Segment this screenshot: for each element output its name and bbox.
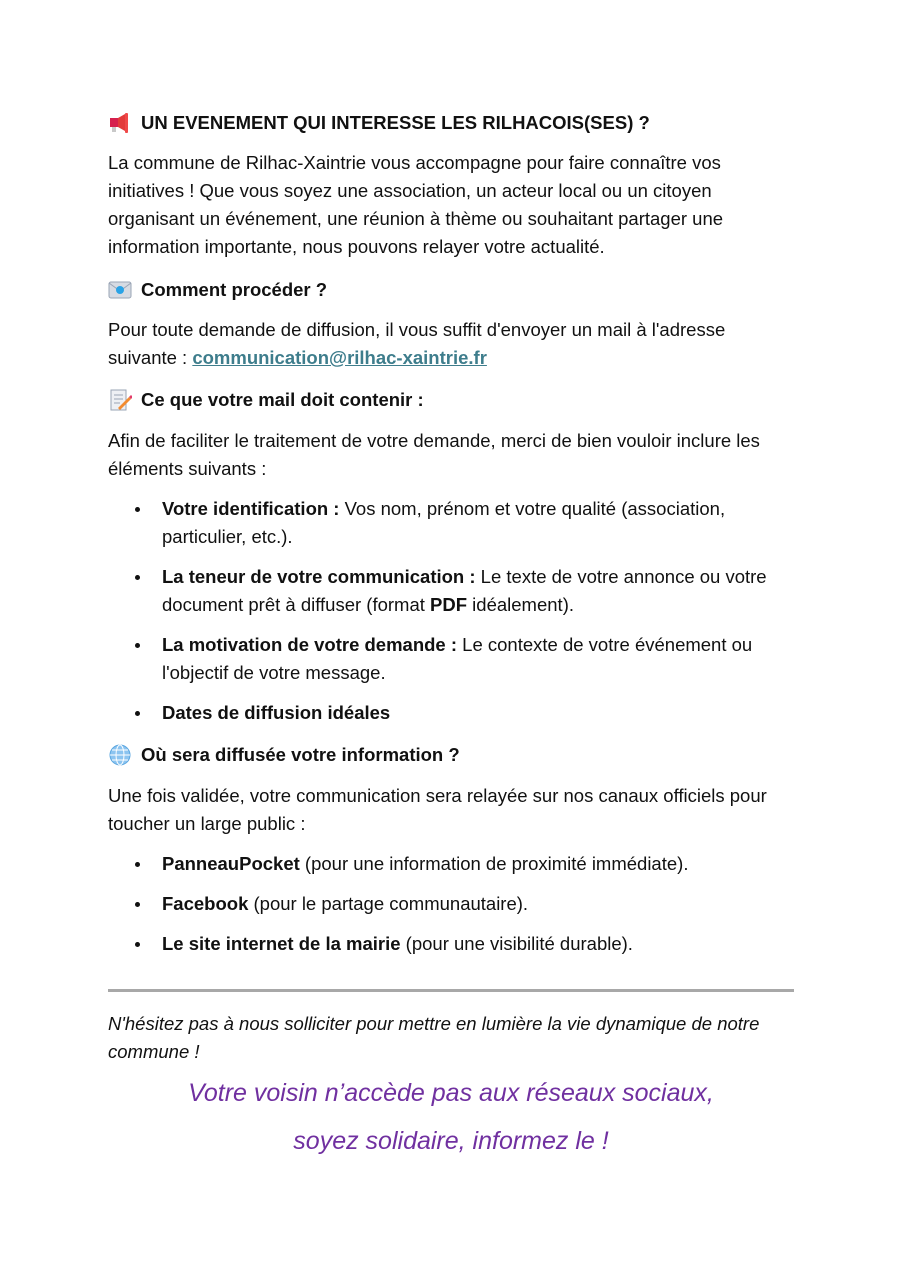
megaphone-icon [108, 112, 132, 134]
item-label: Votre identification : [162, 498, 345, 519]
list-item [108, 930, 798, 958]
channel-text: (pour une information de proximité immédiate). [299, 853, 689, 874]
channel-name: Facebook [162, 893, 249, 914]
list-item [108, 850, 798, 878]
bullet [135, 902, 140, 907]
bullet [135, 507, 140, 512]
item-label: Dates de diffusion idéales [162, 702, 391, 723]
email-link[interactable]: communication@rilhac-xaintrie.fr [192, 347, 487, 368]
how-text: Pour toute demande de diffusion, il vous suffit d'envoyer un mail à l'adresse suivante : [108, 319, 726, 368]
intro-paragraph: La commune de Rilhac-Xaintrie vous accompagne pour faire connaître vos initiatives ! Que vous soyez une association, un acteur local ou un citoyen organisant un événement, une réunion à thème ou souhaitant partager une information importante, nous pouvons relayer votre actualité. [108, 152, 724, 257]
slogan-line-1: Votre voisin n’accède pas aux réseaux sociaux, [188, 1079, 714, 1107]
main-heading [108, 112, 650, 134]
content-heading-text: Ce que votre mail doit contenir : [141, 389, 424, 410]
bullet [135, 862, 140, 867]
list-item [108, 563, 798, 619]
bullet [135, 643, 140, 648]
item-format: PDF [430, 594, 468, 615]
horizontal-divider [108, 989, 794, 992]
item-text-end: idéalement). [467, 594, 574, 615]
item-text: Le contexte de votre événement ou l'objectif de votre message. [162, 634, 753, 683]
list-item [108, 495, 798, 551]
closing-paragraph: N'hésitez pas à nous solliciter pour mettre en lumière la vie dynamique de notre commune ! [108, 1013, 760, 1062]
list-item [108, 890, 798, 918]
channel-name: Le site internet de la mairie [162, 933, 401, 954]
bullet [135, 711, 140, 716]
list-item [108, 631, 798, 687]
where-heading [108, 744, 460, 766]
slogan-line-2: soyez solidaire, informez le ! [293, 1127, 609, 1155]
bullet [135, 942, 140, 947]
channel-text: (pour le partage communautaire). [248, 893, 529, 914]
item-text: Le texte de votre annonce ou votre document prêt à diffuser (format [162, 566, 767, 615]
globe-icon [108, 744, 132, 766]
bullet [135, 575, 140, 580]
content-heading [108, 389, 424, 411]
main-heading-text: UN EVENEMENT QUI INTERESSE LES RILHACOIS(SES) ? [141, 112, 650, 133]
item-text: Vos nom, prénom et votre qualité (association, particulier, etc.). [162, 498, 726, 547]
list-item [108, 699, 798, 727]
how-heading [108, 279, 327, 301]
how-paragraph [108, 316, 798, 372]
channel-name: PanneauPocket [162, 853, 300, 874]
item-label: La teneur de votre communication : [162, 566, 481, 587]
how-heading-text: Comment procéder ? [141, 279, 328, 300]
where-paragraph: Une fois validée, votre communication sera relayée sur nos canaux officiels pour toucher un large public : [108, 785, 767, 834]
content-paragraph: Afin de faciliter le traitement de votre demande, merci de bien vouloir inclure les éléments suivants : [108, 430, 760, 479]
item-label: La motivation de votre demande : [162, 634, 463, 655]
channel-text: (pour une visibilité durable). [400, 933, 633, 954]
where-heading-text: Où sera diffusée votre information ? [141, 744, 460, 765]
envelope-icon [108, 279, 132, 301]
memo-icon [108, 389, 132, 411]
